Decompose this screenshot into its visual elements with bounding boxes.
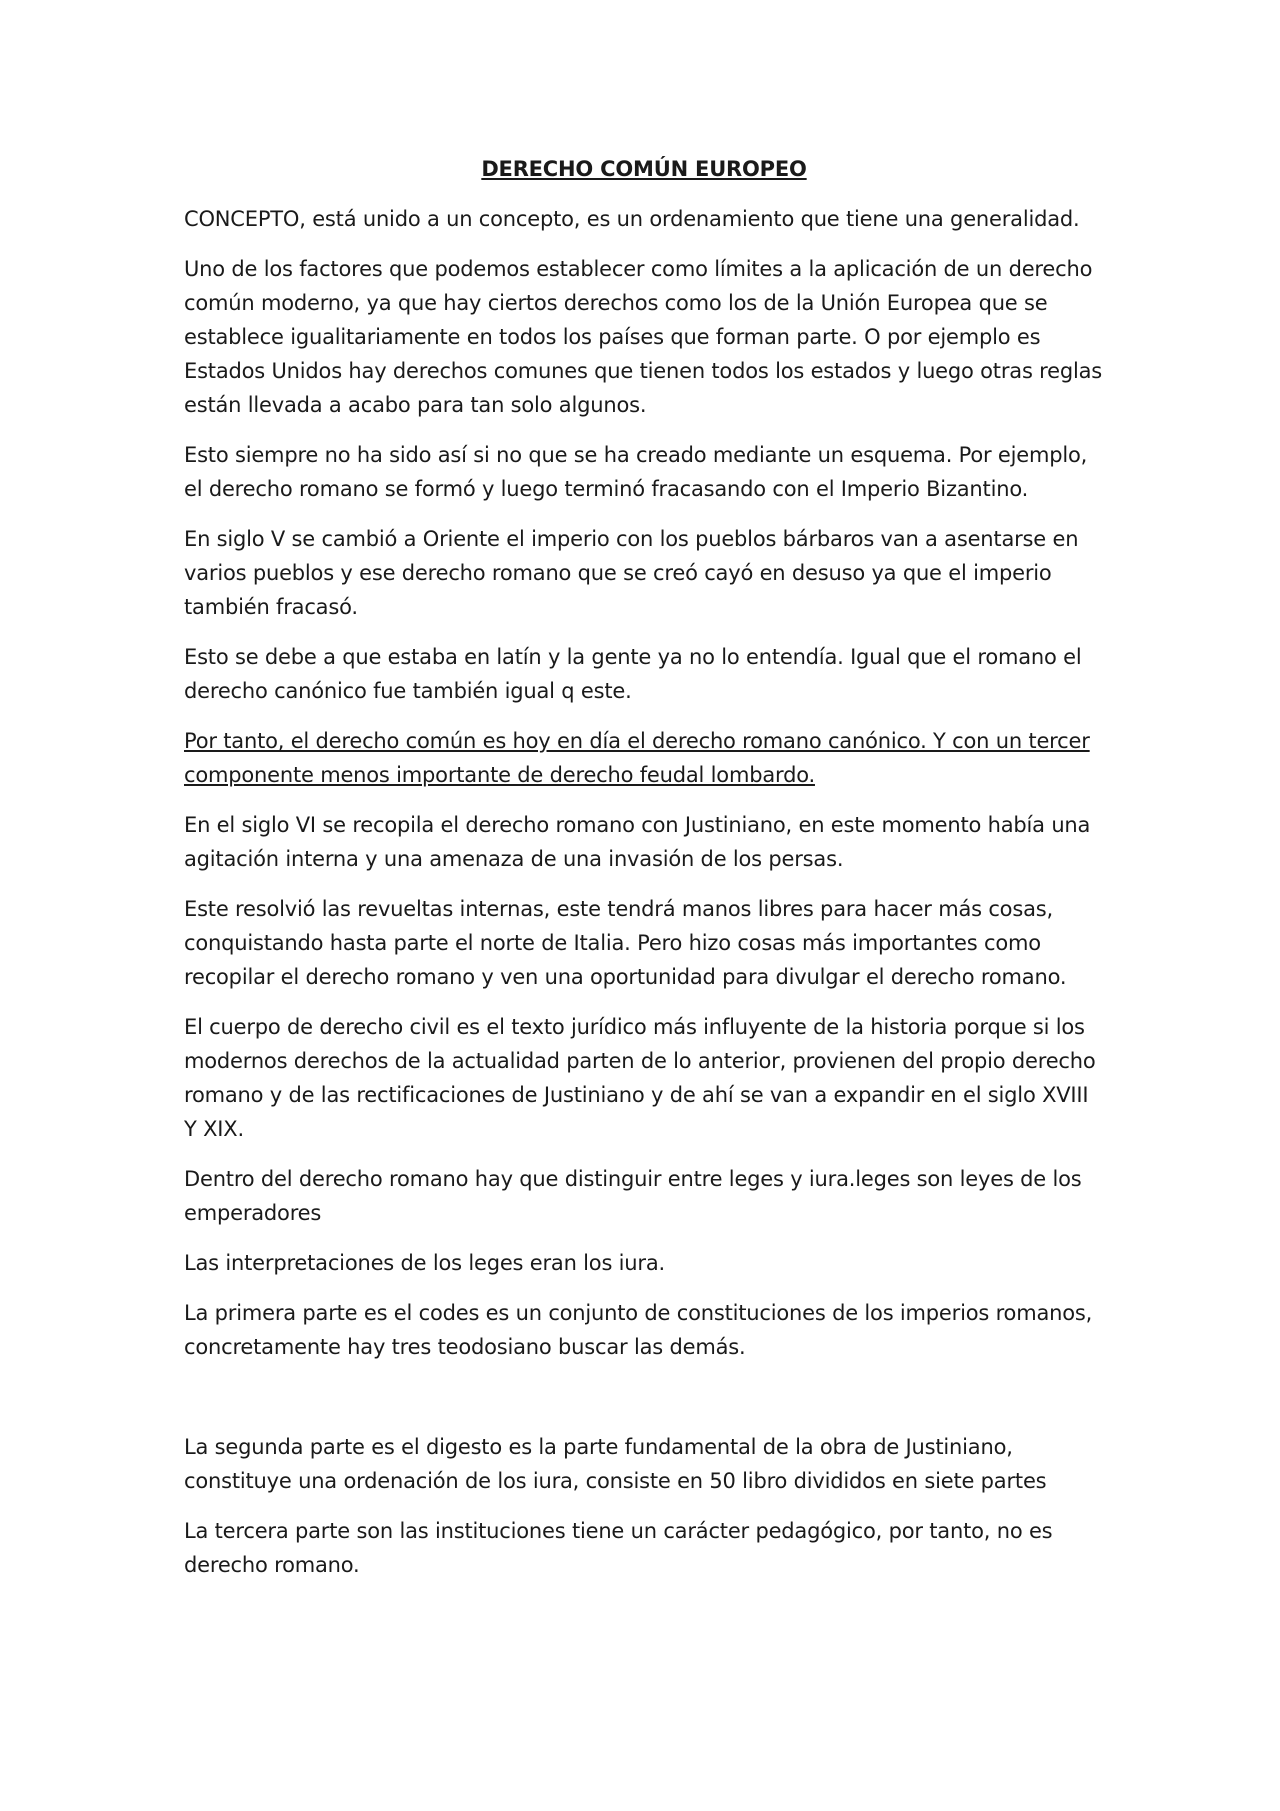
paragraph-siglo-vi: En el siglo VI se recopila el derecho romano con Justiniano, en este momento había una agitación interna y una amenaza de una invasión de los persas. [184,813,1091,871]
paragraph-derecho-comun-underlined: Por tanto, el derecho común es hoy en día el derecho romano canónico. Y con un tercer componente menos importante de derecho feudal lombardo. [184,729,1090,787]
document-body [184,152,1104,1598]
paragraph-concepto: CONCEPTO, está unido a un concepto, es un ordenamiento que tiene una generalidad. [184,207,1080,231]
paragraph-latin: Esto se debe a que estaba en latín y la gente ya no lo entendía. Igual que el romano el derecho canónico fue también igual q este. [184,645,1082,703]
paragraph-cuerpo-derecho-civil: El cuerpo de derecho civil es el texto jurídico más influyente de la historia porque si los modernos derechos de la actualidad parten de lo anterior, provienen del propio derecho romano y de las rectificaciones de Justiniano y de ahí se van a expandir en el siglo XVIII Y XIX. [184,1015,1096,1141]
paragraph-factores: Uno de los factores que podemos establecer como límites a la aplicación de un derecho común moderno, ya que hay ciertos derechos como los de la Unión Europea que se establece igualitariamente en todos los países que forman parte. O por ejemplo es Estados Unidos hay derechos comunes que tienen todos los estados y luego otras reglas están llevada a acabo para tan solo algunos. [184,257,1103,417]
document-title: DERECHO COMÚN EUROPEO [481,157,807,181]
paragraph-interpretaciones: Las interpretaciones de los leges eran los iura. [184,1251,665,1275]
paragraph-esquema: Esto siempre no ha sido así si no que se ha creado mediante un esquema. Por ejemplo, el derecho romano se formó y luego terminó fracasando con el Imperio Bizantino. [184,443,1088,501]
paragraph-segunda-parte: La segunda parte es el digesto es la parte fundamental de la obra de Justiniano, constituye una ordenación de los iura, consiste en 50 libro divididos en siete partes [184,1435,1047,1493]
paragraph-revueltas: Este resolvió las revueltas internas, este tendrá manos libres para hacer más cosas, conquistando hasta parte el norte de Italia. Pero hizo cosas más importantes como recopilar el derecho romano y ven una oportunidad para divulgar el derecho romano. [184,897,1067,989]
blank-line [184,1380,1104,1430]
paragraph-primera-parte: La primera parte es el codes es un conjunto de constituciones de los imperios romanos, concretamente hay tres teodosiano buscar las demás. [184,1301,1093,1359]
paragraph-siglo-v: En siglo V se cambió a Oriente el imperio con los pueblos bárbaros van a asentarse en varios pueblos y ese derecho romano que se creó cayó en desuso ya que el imperio también fracasó. [184,527,1079,619]
paragraph-leges-iura: Dentro del derecho romano hay que distinguir entre leges y iura.leges son leyes de los emperadores [184,1167,1082,1225]
paragraph-tercera-parte: La tercera parte son las instituciones tiene un carácter pedagógico, por tanto, no es derecho romano. [184,1519,1053,1577]
